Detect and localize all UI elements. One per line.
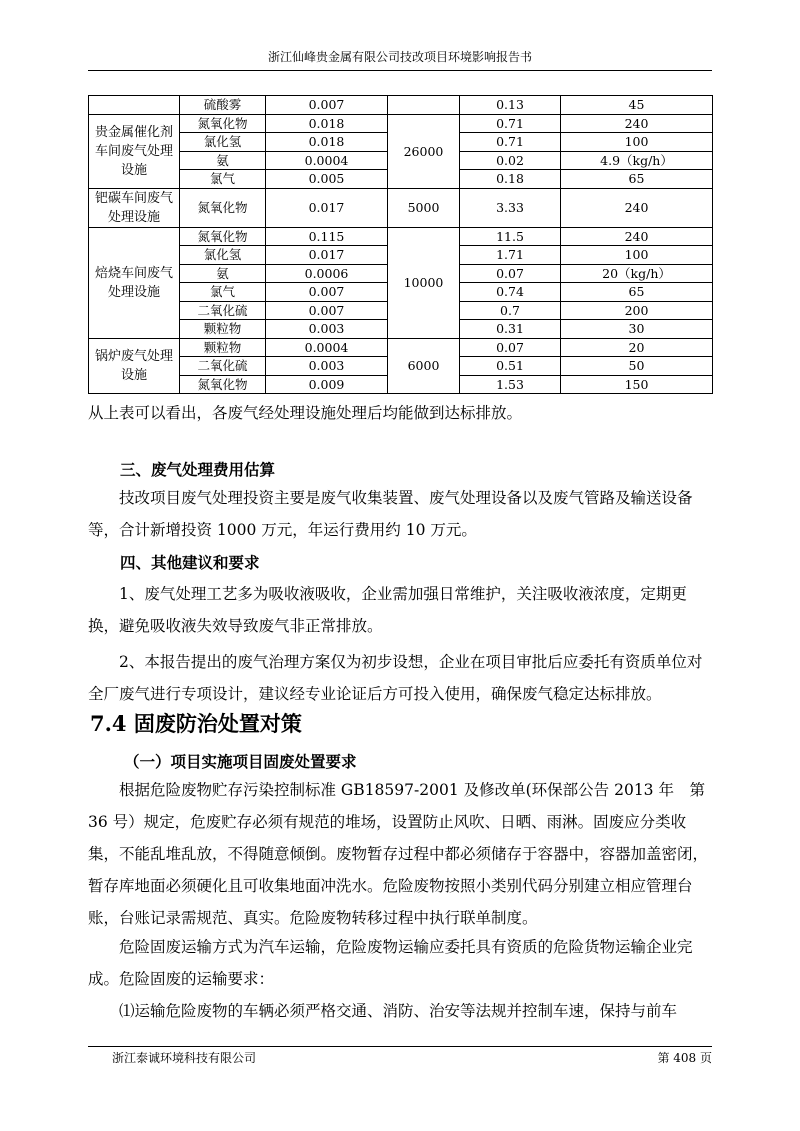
other-paragraph-1 — [88, 578, 712, 642]
standard-limit-cell: 4.9（kg/h） — [561, 151, 713, 170]
emission-rate-cell: 0.017 — [266, 188, 388, 227]
other-text-1: 1、废气处理工艺多为吸收液吸收，企业需加强日常维护，关注吸收液浓度，定期更换，避免吸收液失效导致废气非正常排放。 — [88, 585, 687, 635]
concentration-cell: 3.33 — [460, 188, 561, 227]
transport-paragraph — [88, 931, 712, 995]
concentration-cell: 1.53 — [460, 375, 561, 394]
standard-limit-cell: 150 — [561, 375, 713, 394]
table-row — [89, 114, 713, 133]
concentration-cell: 0.02 — [460, 151, 561, 170]
pollutant-cell: 氯气 — [180, 170, 266, 189]
transport-item-1 — [88, 995, 712, 1027]
emission-table-body — [89, 96, 713, 394]
standard-limit-cell: 65 — [561, 170, 713, 189]
pollutant-cell: 氮氧化物 — [180, 375, 266, 394]
pollutant-cell: 氨 — [180, 264, 266, 283]
standard-limit-cell: 30 — [561, 320, 713, 339]
concentration-cell: 0.74 — [460, 283, 561, 302]
standard-limit-cell: 20（kg/h） — [561, 264, 713, 283]
standard-limit-cell: 200 — [561, 301, 713, 320]
other-paragraph-2 — [88, 646, 712, 710]
facility-cell: 锅炉废气处理设施 — [89, 338, 180, 394]
section-heading: 7.4 固废防治处置对策 — [90, 711, 302, 736]
concentration-cell: 0.7 — [460, 301, 561, 320]
pollutant-cell: 二氧化硫 — [180, 357, 266, 376]
standard-limit-cell: 240 — [561, 188, 713, 227]
emission-rate-cell: 0.007 — [266, 96, 388, 115]
air-volume-cell — [388, 96, 460, 115]
conclusion-text: 从上表可以看出，各废气经处理设施处理后均能做到达标排放。 — [88, 404, 523, 422]
emission-rate-cell: 0.007 — [266, 301, 388, 320]
standard-limit-cell: 240 — [561, 227, 713, 246]
footer-rule — [88, 1046, 712, 1047]
emission-rate-cell: 0.0006 — [266, 264, 388, 283]
emission-rate-cell: 0.018 — [266, 133, 388, 152]
page-header: 浙江仙峰贵金属有限公司技改项目环境影响报告书 — [267, 50, 532, 64]
emission-rate-cell: 0.0004 — [266, 338, 388, 357]
standard-limit-cell: 65 — [561, 283, 713, 302]
header-rule — [88, 70, 712, 71]
pollutant-cell: 二氧化硫 — [180, 301, 266, 320]
concentration-cell: 0.31 — [460, 320, 561, 339]
pollutant-cell: 氯化氢 — [180, 133, 266, 152]
table-row — [89, 338, 713, 357]
air-volume-cell: 10000 — [388, 227, 460, 338]
emission-rate-cell: 0.018 — [266, 114, 388, 133]
emission-rate-cell: 0.007 — [266, 283, 388, 302]
emission-rate-cell: 0.115 — [266, 227, 388, 246]
concentration-cell: 0.13 — [460, 96, 561, 115]
emission-rate-cell: 0.009 — [266, 375, 388, 394]
pollutant-cell: 氮氧化物 — [180, 114, 266, 133]
pollutant-cell: 氮氧化物 — [180, 188, 266, 227]
standard-limit-cell: 240 — [561, 114, 713, 133]
pollutant-cell: 氮氧化物 — [180, 227, 266, 246]
footer-company: 浙江泰诚环境科技有限公司 — [112, 1051, 257, 1065]
air-volume-cell: 26000 — [388, 114, 460, 188]
footer-page-number: 第 408 页 — [657, 1051, 712, 1065]
transport-text: 危险固废运输方式为汽车运输，危险废物运输应委托具有资质的危险货物运输企业完成。危险固废的运输要求： — [88, 938, 693, 988]
emission-rate-cell: 0.017 — [266, 246, 388, 265]
concentration-cell: 0.18 — [460, 170, 561, 189]
pollutant-cell: 氨 — [180, 151, 266, 170]
concentration-cell: 1.71 — [460, 246, 561, 265]
standard-limit-cell: 100 — [561, 246, 713, 265]
emission-table — [88, 95, 713, 394]
pollutant-cell: 硫酸雾 — [180, 96, 266, 115]
concentration-cell: 0.07 — [460, 338, 561, 357]
table-row — [89, 96, 713, 115]
concentration-cell: 0.71 — [460, 133, 561, 152]
cost-text: 技改项目废气处理投资主要是废气收集装置、废气处理设备以及废气管路及输送设备等，合计新增投资 1000 万元，年运行费用约 10 万元。 — [88, 489, 693, 539]
standard-limit-cell: 50 — [561, 357, 713, 376]
pollutant-cell: 颗粒物 — [180, 338, 266, 357]
concentration-cell: 0.07 — [460, 264, 561, 283]
emission-rate-cell: 0.005 — [266, 170, 388, 189]
cost-heading: 三、废气处理费用估算 — [120, 460, 276, 479]
standard-text: 根据危险废物贮存污染控制标准 GB18597-2001 及修改单(环保部公告 2013 年 第 36 号）规定，危废贮存必须有规范的堆场，设置防止风吹、日晒、雨淋。固废应分类收集，不能乱堆乱放，不得随意倾倒。废物暂存过程中都必须储存于容器中，容器加盖密闭，暂存库地面必须硬化且可收集地面冲洗水。危险废物按照小类别代码分别建立相应管理台账，台账记录需规范、真实。危险废物转移过程中执行联单制度。 — [88, 781, 709, 927]
subsection-heading: （一）项目实施项目固废处置要求 — [124, 752, 357, 771]
air-volume-cell: 6000 — [388, 338, 460, 394]
standard-limit-cell: 100 — [561, 133, 713, 152]
table-row — [89, 227, 713, 246]
standard-limit-cell: 20 — [561, 338, 713, 357]
pollutant-cell: 氯化氢 — [180, 246, 266, 265]
emission-rate-cell: 0.0004 — [266, 151, 388, 170]
other-heading: 四、其他建议和要求 — [120, 553, 260, 572]
concentration-cell: 0.51 — [460, 357, 561, 376]
standard-limit-cell: 45 — [561, 96, 713, 115]
table-row — [89, 188, 713, 227]
standard-paragraph — [88, 774, 712, 934]
facility-cell: 贵金属催化剂车间废气处理设施 — [89, 114, 180, 188]
cost-paragraph — [88, 482, 712, 546]
concentration-cell: 11.5 — [460, 227, 561, 246]
emission-rate-cell: 0.003 — [266, 357, 388, 376]
concentration-cell: 0.71 — [460, 114, 561, 133]
facility-cell — [89, 96, 180, 115]
facility-cell: 焙烧车间废气处理设施 — [89, 227, 180, 338]
air-volume-cell: 5000 — [388, 188, 460, 227]
facility-cell: 钯碳车间废气处理设施 — [89, 188, 180, 227]
emission-rate-cell: 0.003 — [266, 320, 388, 339]
pollutant-cell: 氯气 — [180, 283, 266, 302]
pollutant-cell: 颗粒物 — [180, 320, 266, 339]
other-text-2: 2、本报告提出的废气治理方案仅为初步设想，企业在项目审批后应委托有资质单位对全厂废气进行专项设计，建议经专业论证后方可投入使用，确保废气稳定达标排放。 — [88, 653, 703, 703]
transport-item-1-text: ⑴运输危险废物的车辆必须严格交通、消防、治安等法规并控制车速，保持与前车 — [119, 1002, 678, 1020]
conclusion-paragraph — [88, 397, 712, 429]
